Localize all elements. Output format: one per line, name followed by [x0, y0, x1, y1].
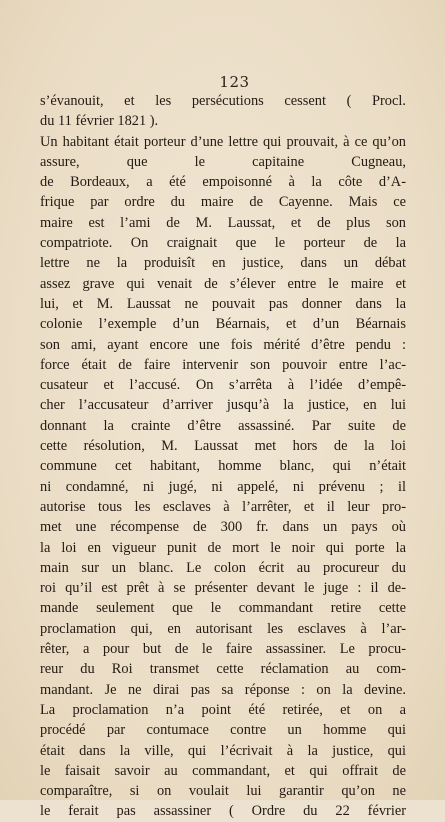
body-text	[40, 91, 406, 822]
text-line: proclamation qui, en autorisant les esclaves à l’ar-	[40, 620, 406, 637]
text-line: de Bordeaux, a été empoisonné à la côte d’A-	[40, 174, 406, 191]
text-line: la loi en vigueur punit de mort le noir qui porte la	[40, 539, 406, 556]
text-line: compatriote. On craignait que le porteur de la	[40, 235, 406, 252]
text-line: comparaître, si on voulait lui garantir qu’on ne	[40, 783, 406, 800]
text-line: Un habitant était porteur d’une lettre qui prouvait, à ce qu’on assure, que le capitaine Cugneau,	[40, 133, 406, 170]
text-line: cusateur et l’accusé. On s’arrêta à l’idée d’empê-	[40, 377, 406, 394]
text-line: s’évanouit, et les persécutions cessent ( Procl.	[40, 93, 406, 109]
text-line: procédé par contumace contre un homme qui	[40, 722, 406, 739]
text-line: roi qu’il est prêt à se présenter devant le juge : il de-	[40, 580, 406, 597]
text-line: mande seulement que le commandant retire cette	[40, 600, 406, 617]
text-line: lui, et M. Laussat ne pouvait pas donner dans la	[40, 295, 406, 312]
text-line: donnant la crainte d’être assassiné. Par suite de	[40, 417, 406, 434]
text-line: force était de faire intervenir son pouvoir entre l’ac-	[40, 356, 406, 373]
text-line: commune cet habitant, homme blanc, qui n’était	[40, 458, 406, 475]
page-number: 123	[219, 73, 250, 91]
text-line: son ami, ayant encore une fois mérité d’être pendu :	[40, 336, 406, 353]
text-line: le ferait pas assassiner ( Ordre du 22 février	[40, 803, 406, 820]
text-line: mandant. Je ne dirai pas sa réponse : on la devine.	[40, 681, 406, 698]
text-line: frique par ordre du maire de Cayenne. Mais ce	[40, 194, 406, 211]
text-line: La proclamation n’a point été retirée, et on a	[40, 701, 406, 718]
text-line: cette résolution, M. Laussat met hors de la loi	[40, 438, 406, 455]
text-line: du 11 février 1821 ).	[40, 113, 159, 130]
text-line: le faisait savoir au commandant, et qui offrait de	[40, 762, 406, 779]
text-line: colonie l’exemple d’un Béarnais, et d’un Béarnais	[40, 316, 406, 333]
text-line: lettre ne la produisît en justice, dans un débat	[40, 255, 406, 272]
text-line: assez grave qui venait de s’élever entre le maire et	[40, 275, 406, 292]
text-line: met une récompense de 300 fr. dans un pays où	[40, 519, 406, 536]
text-line: reur du Roi transmet cette réclamation au com-	[40, 661, 406, 678]
text-line: ni condamné, ni jugé, ni appelé, ni prévenu ; il	[40, 478, 406, 495]
text-line: était dans la ville, qui l’écrivait à la justice, qui	[40, 742, 406, 759]
text-line: autorise tous les esclaves à l’arrêter, et il leur pro-	[40, 498, 406, 515]
text-line: maire est l’ami de M. Laussat, et de plus son	[40, 214, 406, 231]
text-line: cher l’accusateur d’arriver jusqu’à la justice, en lui	[40, 397, 406, 414]
text-line: rêter, a pour but de le faire assassiner. Le procu-	[40, 641, 406, 658]
text-line: main sur un blanc. Le colon écrit au procureur du	[40, 559, 406, 576]
